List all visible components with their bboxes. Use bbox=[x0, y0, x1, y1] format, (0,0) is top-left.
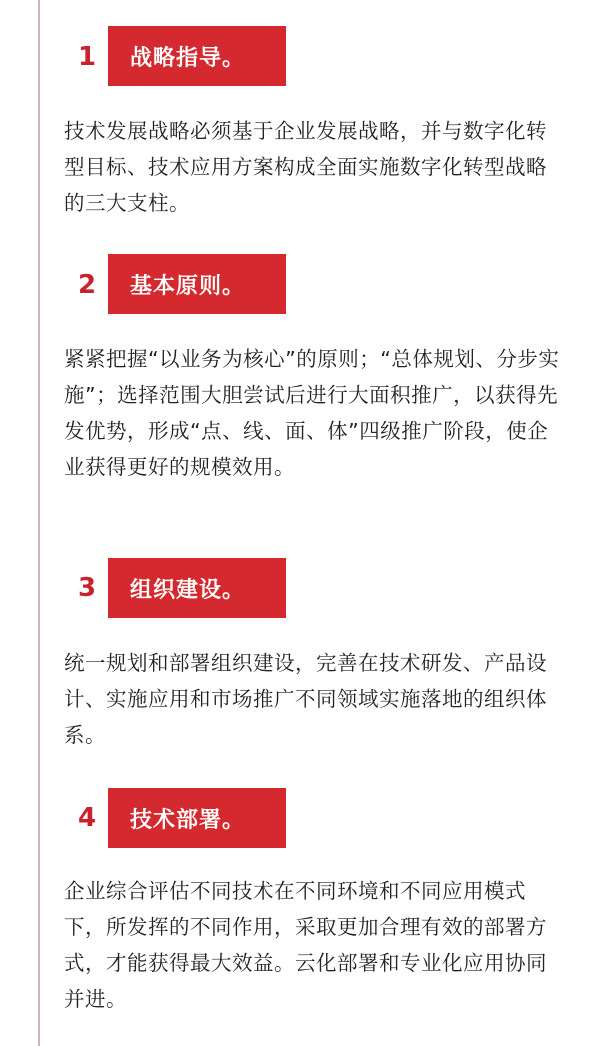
section-number: 3 bbox=[77, 573, 97, 603]
section-title: 技术部署。 bbox=[108, 788, 286, 848]
section-number: 1 bbox=[77, 42, 97, 72]
section-paragraph: 企业综合评估不同技术在不同环境和不同应用模式下，所发挥的不同作用，采取更加合理有效的部署方式，才能获得最大效益。云化部署和专业化应用协同并进。 bbox=[64, 879, 547, 1011]
section-title: 基本原则。 bbox=[108, 254, 286, 314]
section-number: 4 bbox=[77, 803, 97, 833]
section-number: 2 bbox=[77, 270, 97, 300]
section-title: 战略指导。 bbox=[108, 26, 286, 86]
section-title: 组织建设。 bbox=[108, 558, 286, 618]
section-paragraph: 技术发展战略必须基于企业发展战略，并与数字化转型目标、技术应用方案构成全面实施数字化转型战略的三大支柱。 bbox=[64, 119, 547, 215]
section-paragraph: 统一规划和部署组织建设，完善在技术研发、产品设计、实施应用和市场推广不同领域实施落地的组织体系。 bbox=[64, 651, 547, 747]
section-paragraph: 紧紧把握“以业务为核心”的原则；“总体规划、分步实施”；选择范围大胆尝试后进行大面积推广，以获得先发优势，形成“点、线、面、体”四级推广阶段，使企业获得更好的规模效用。 bbox=[64, 347, 560, 479]
left-divider-line bbox=[38, 0, 40, 1046]
